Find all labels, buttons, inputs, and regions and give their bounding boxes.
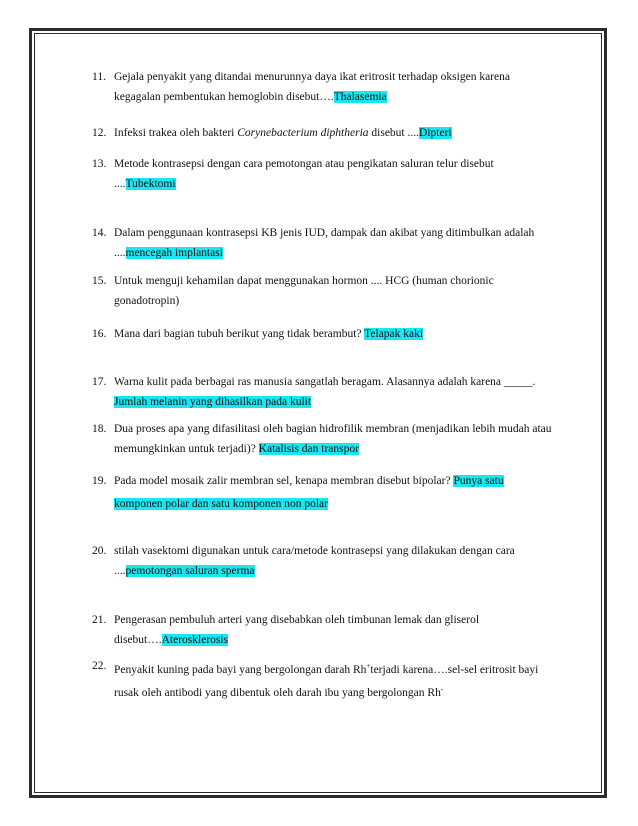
question-17 xyxy=(92,373,552,412)
question-16 xyxy=(92,325,552,345)
question-number: 13. xyxy=(92,158,107,170)
question-text-cont: terjadi karena….sel-sel eritrosit bayi rusak oleh antibodi yang dibentuk oleh darah ibu yang bergolongan Rh xyxy=(114,663,539,700)
question-number: 11. xyxy=(92,71,106,83)
answer-highlight: Punya satu komponen polar dan satu komponen non polar xyxy=(114,475,504,510)
question-number: 20. xyxy=(92,545,107,557)
question-20 xyxy=(92,542,552,581)
question-13 xyxy=(92,155,552,194)
answer-highlight: Thalasemia xyxy=(333,90,387,103)
question-number: 21. xyxy=(92,614,107,626)
answer-highlight: Telapak kaki xyxy=(364,328,424,340)
question-15 xyxy=(92,272,552,311)
question-11 xyxy=(92,68,552,107)
question-12 xyxy=(92,124,552,144)
question-text: Dalam penggunaan kontrasepsi KB jenis IUD, dampak dan akibat yang ditimbulkan adalah .... xyxy=(114,227,535,259)
question-22 xyxy=(92,657,552,704)
question-number: 14. xyxy=(92,227,107,239)
question-text: Penyakit kuning pada bayi yang bergolongan darah Rh xyxy=(114,663,367,676)
question-19 xyxy=(92,470,552,516)
question-21 xyxy=(92,611,552,650)
answer-highlight: Dipteri xyxy=(419,127,452,139)
question-number: 18. xyxy=(92,423,107,435)
species-name: Corynebacterium diphtheria xyxy=(237,127,369,139)
answer-highlight: Jumlah melanin yang dihasilkan pada kulit xyxy=(114,395,312,408)
question-number: 22. xyxy=(92,660,107,672)
question-text: Warna kulit pada berbagai ras manusia sangatlah beragam. Alasannya adalah karena _____. xyxy=(114,376,536,388)
answer-highlight: Tubektomi xyxy=(125,177,176,190)
question-text: Mana dari bagian tubuh berikut yang tidak berambut? xyxy=(114,328,365,340)
question-number: 16. xyxy=(92,328,107,340)
question-text: Infeksi trakea oleh bakteri xyxy=(114,127,238,139)
question-text: stilah vasektomi digunakan untuk cara/metode kontrasepsi yang dilakukan dengan cara .... xyxy=(114,545,515,577)
question-18 xyxy=(92,420,552,459)
question-number: 15. xyxy=(92,275,107,287)
superscript-minus: - xyxy=(440,685,444,694)
answer-highlight: Katalisis dan transpor xyxy=(258,442,359,455)
question-text: Gejala penyakit yang ditandai menurunnya daya ikat eritrosit terhadap oksigen karena kegagalan pembentukan hemoglobin disebut…. xyxy=(114,71,510,103)
question-number: 12. xyxy=(92,127,107,139)
answer-highlight: mencegah implantasi xyxy=(125,246,223,259)
question-text: Metode kontrasepsi dengan cara pemotongan atau pengikatan saluran telur disebut .... xyxy=(114,158,494,190)
superscript-plus: + xyxy=(366,662,371,670)
answer-highlight: pemotongan saluran sperma xyxy=(125,564,255,577)
question-number: 17. xyxy=(92,376,107,388)
question-text: Untuk menguji kehamilan dapat menggunakan hormon .... HCG (human chorionic gonadotropin) xyxy=(114,275,494,307)
question-number: 19. xyxy=(92,475,107,487)
question-text-cont: disebut .... xyxy=(368,127,420,139)
question-text: Dua proses apa yang difasilitasi oleh bagian hidrofilik membran (menjadikan lebih mudah atau memungkinkan untuk terjadi)? xyxy=(114,423,552,455)
question-text: Pengerasan pembuluh arteri yang disebabkan oleh timbunan lemak dan gliserol disebut…. xyxy=(114,614,480,646)
answer-highlight: Aterosklerosis xyxy=(161,633,229,646)
question-text: Pada model mosaik zalir membran sel, kenapa membran disebut bipolar? xyxy=(114,475,454,487)
question-14 xyxy=(92,224,552,263)
